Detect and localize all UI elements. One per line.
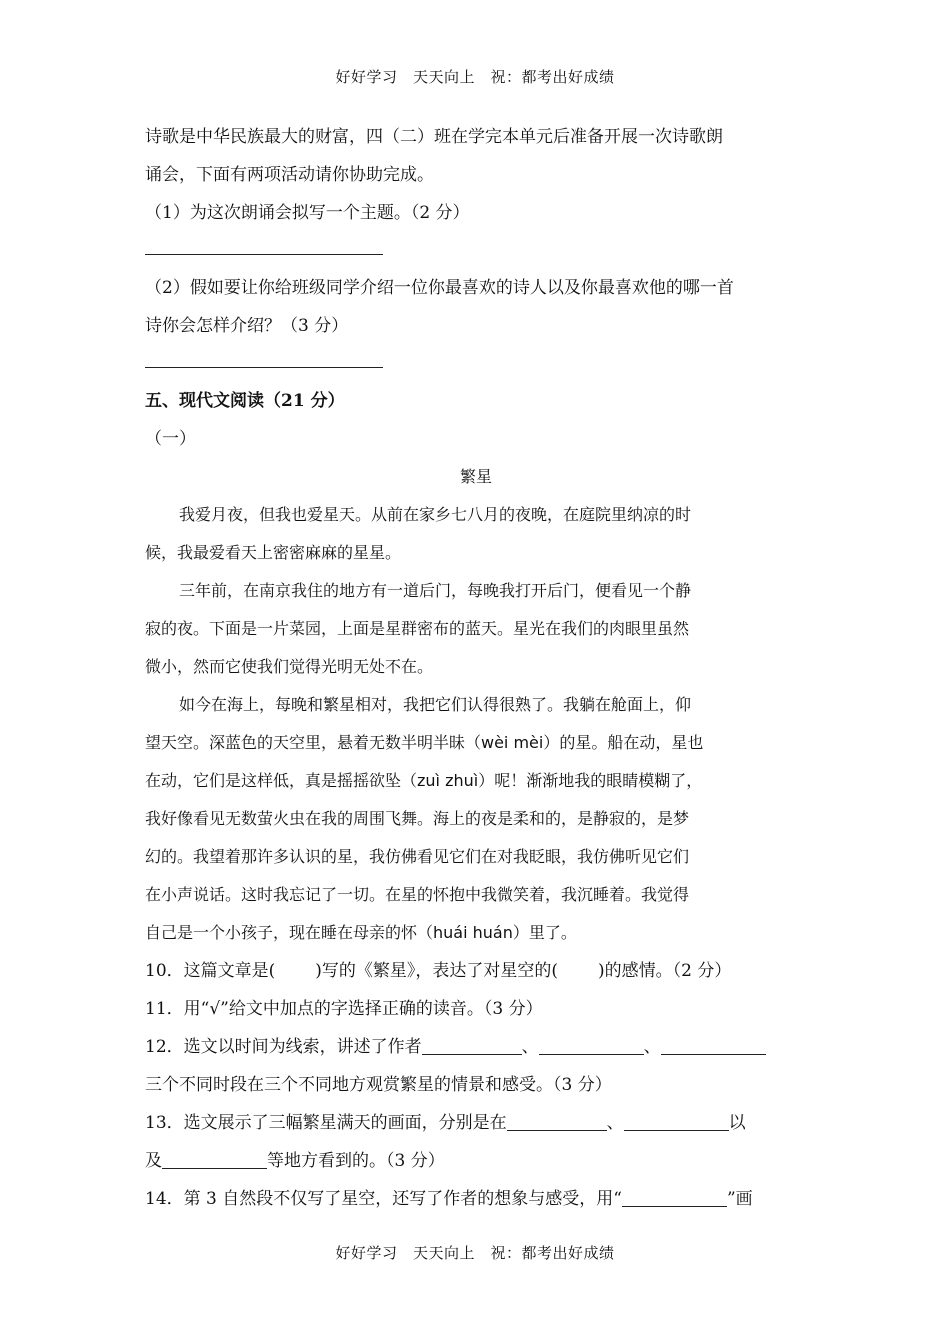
question-2-line: 诗你会怎样介绍？（3 分） bbox=[145, 316, 349, 336]
passage-line: 候，我最爱看天上密密麻麻的星星。 bbox=[145, 543, 402, 562]
answer-blank[interactable] bbox=[507, 1108, 607, 1131]
question-12-cont: 三个不同时段在三个不同地方观赏繁星的情景和感受。（3 分） bbox=[145, 1075, 612, 1095]
passage-line: 幻的。我望着那许多认识的星，我仿佛看见它们在对我眨眼，我仿佛听见它们 bbox=[145, 847, 690, 866]
page-header: 好好学习 天天向上 祝：都考出好成绩 bbox=[335, 68, 615, 86]
passage-line: 寂的夜。下面是一片菜园，上面是星群密布的蓝天。星光在我们的肉眼里虽然 bbox=[145, 619, 690, 638]
passage-line: 如今在海上，每晚和繁星相对，我把它们认得很熟了。我躺在舱面上，仰 bbox=[179, 695, 692, 714]
question-13: 13．选文展示了三幅繁星满天的画面，分别是在 、 以 bbox=[145, 1104, 807, 1142]
passage-line: 在动，它们是这样低，真是摇摇欲坠（zuì zhuì）呢！渐渐地我的眼睛模糊了， bbox=[145, 771, 703, 790]
answer-blank[interactable] bbox=[162, 1146, 267, 1169]
question-14: 14．第 3 自然段不仅写了星空，还写了作者的想象与感受，用“ ”画 bbox=[145, 1180, 807, 1218]
passage-line: 微小，然而它使我们觉得光明无处不在。 bbox=[145, 657, 434, 676]
passage-title: 繁星 bbox=[459, 467, 492, 486]
question-10: 10．这篇文章是( )写的《繁星》，表达了对星空的( )的感情。（2 分） bbox=[145, 961, 732, 981]
question-13-cont: 及 等地方看到的。（3 分） bbox=[145, 1142, 807, 1180]
passage-line: 望天空。深蓝色的天空里，悬着无数半明半昧（wèi mèi）的星。船在动，星也 bbox=[145, 733, 704, 752]
document-body bbox=[145, 118, 807, 1218]
section-title: 五、现代文阅读（21 分） bbox=[145, 391, 345, 411]
question-1: （1）为这次朗诵会拟写一个主题。（2 分） bbox=[145, 203, 470, 223]
passage-line: 三年前，在南京我住的地方有一道后门，每晚我打开后门，便看见一个静 bbox=[179, 581, 692, 600]
question-12: 12．选文以时间为线索，讲述了作者 、 、 bbox=[145, 1028, 807, 1066]
intro-line: 诵会，下面有两项活动请你协助完成。 bbox=[145, 165, 434, 185]
passage-line: 我好像看见无数萤火虫在我的周围飞舞。海上的夜是柔和的，是静寂的，是梦 bbox=[145, 809, 690, 828]
answer-blank[interactable] bbox=[624, 1108, 729, 1131]
intro-line: 诗歌是中华民族最大的财富，四（二）班在学完本单元后准备开展一次诗歌朗 bbox=[145, 127, 723, 147]
question-11: 11．用“√”给文中加点的字选择正确的读音。（3 分） bbox=[145, 999, 543, 1019]
passage-line: 我爱月夜，但我也爱星天。从前在家乡七八月的夜晚，在庭院里纳凉的时 bbox=[179, 505, 692, 524]
section-sub: （一） bbox=[145, 429, 196, 449]
answer-blank[interactable] bbox=[661, 1032, 766, 1055]
page-footer: 好好学习 天天向上 祝：都考出好成绩 bbox=[335, 1244, 615, 1262]
answer-blank[interactable] bbox=[422, 1032, 522, 1055]
passage-line: 在小声说话。这时我忘记了一切。在星的怀抱中我微笑着，我沉睡着。我觉得 bbox=[145, 885, 690, 904]
answer-blank-1[interactable] bbox=[145, 238, 383, 255]
answer-blank[interactable] bbox=[622, 1184, 727, 1207]
answer-blank-2[interactable] bbox=[145, 351, 383, 368]
question-2-line: （2）假如要让你给班级同学介绍一位你最喜欢的诗人以及你最喜欢他的哪一首 bbox=[145, 278, 734, 298]
answer-blank[interactable] bbox=[539, 1032, 644, 1055]
passage-line: 自己是一个小孩子，现在睡在母亲的怀（huái huán）里了。 bbox=[145, 923, 577, 942]
